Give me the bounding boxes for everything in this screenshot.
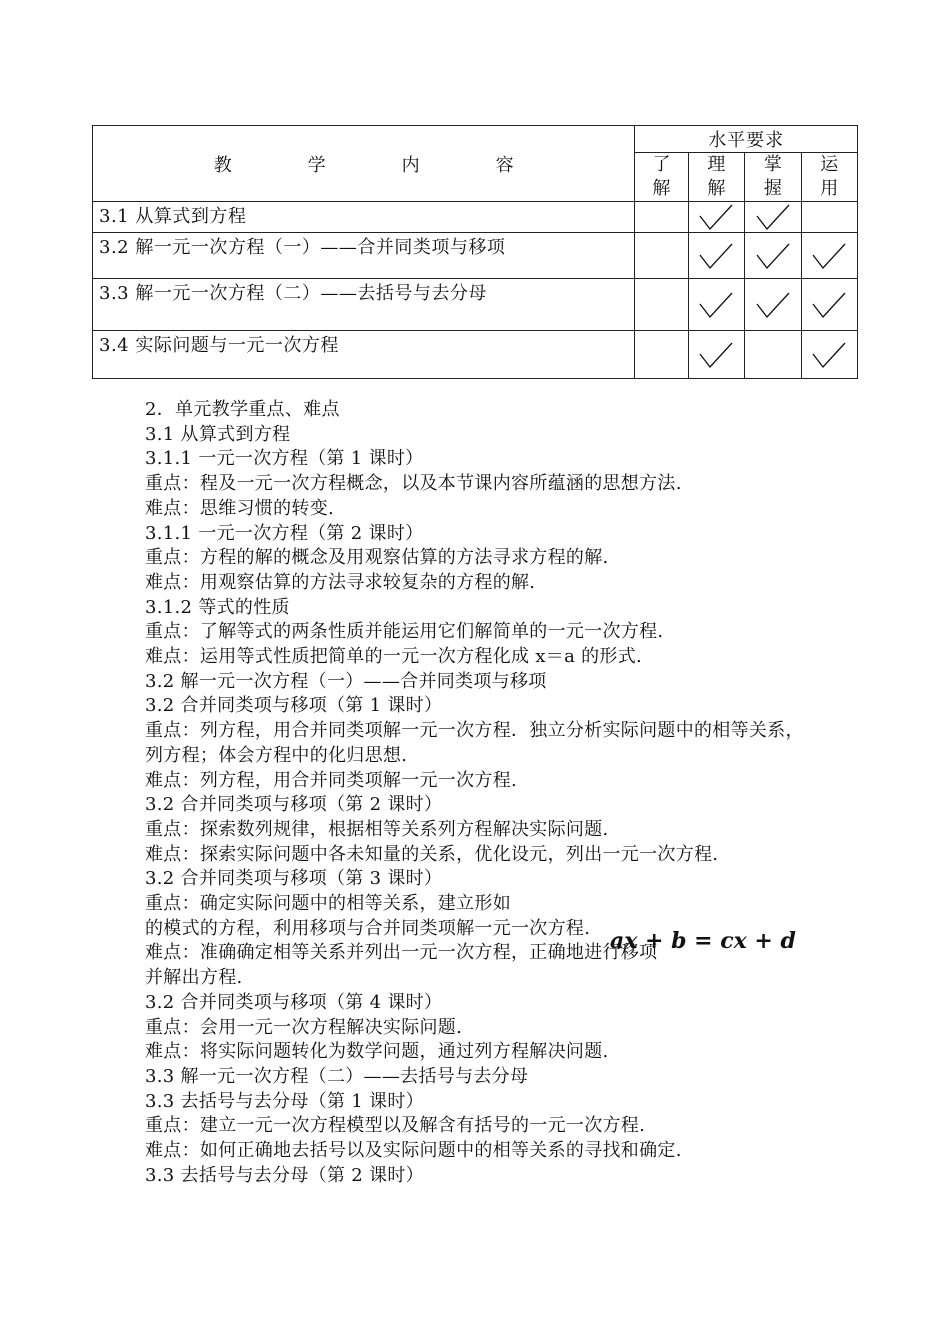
text-line: 重点：确定实际问题中的相等关系，建立形如 [145,893,511,915]
tick-cell [801,233,857,279]
tick-cell [635,202,688,233]
text-line: 难点：将实际问题转化为数学问题，通过列方程解决问题. [145,1041,609,1063]
text-line: 难点：如何正确地去括号以及实际问题中的相等关系的寻找和确定. [145,1140,682,1162]
text-line: 重点：建立一元一次方程模型以及解含有括号的一元一次方程. [145,1115,646,1137]
table-row [93,202,858,233]
text-line: 重点：会用一元一次方程解决实际问题. [145,1016,463,1038]
text-line: 重点：方程的解的概念及用观察估算的方法寻求方程的解. [145,547,609,569]
text-line: 3.1.1 一元一次方程（第 2 课时） [145,522,424,544]
tick-cell [801,279,857,331]
text-line: 3.1.2 等式的性质 [145,596,290,618]
check-icon [696,241,736,271]
text-line: 重点：了解等式的两条性质并能运用它们解简单的一元一次方程. [145,621,664,643]
text-line: 3.3 解一元一次方程（二）——去括号与去分母 [145,1065,529,1087]
text-line: 3.2 合并同类项与移项（第 2 课时） [145,794,443,816]
check-icon [696,202,736,232]
text-line: 3.2 合并同类项与移项（第 4 课时） [145,991,443,1013]
text-line: 3.2 合并同类项与移项（第 1 课时） [145,695,443,717]
check-icon [809,241,849,271]
text-line: 难点：列方程，用合并同类项解一元一次方程. [145,769,518,791]
subheader-comprehend: 理 解 [688,153,744,202]
check-icon [696,290,736,320]
text-line: 难点：思维习惯的转变. [145,497,335,519]
header-level: 水平要求 [635,126,858,153]
check-icon [753,241,793,271]
text-line: 3.2 合并同类项与移项（第 3 课时） [145,868,443,890]
tick-cell [801,202,857,233]
table-row [93,331,858,379]
subheader-apply: 运 用 [801,153,857,202]
text-line: 难点：准确确定相等关系并列出一元一次方程，正确地进行移项 [145,942,658,964]
text-line: 3.3 去括号与去分母（第 1 课时） [145,1090,424,1112]
tick-cell [688,331,744,379]
tick-cell [688,279,744,331]
check-icon [753,290,793,320]
row-label: 3.3 解一元一次方程（二）——去括号与去分母 [93,279,635,331]
row-label: 3.4 实际问题与一元一次方程 [93,331,635,379]
subheader-master: 掌 握 [745,153,801,202]
tick-cell [745,331,801,379]
text-line: 3.2 解一元一次方程（一）——合并同类项与移项 [145,670,547,692]
check-icon [809,340,849,370]
table-row [93,233,858,279]
subheader-understand-basic: 了 解 [635,153,688,202]
tick-cell [801,331,857,379]
text-line: 2．单元教学重点、难点 [145,399,340,420]
tick-cell [745,202,801,233]
check-icon [696,340,736,370]
header-content: 教学内容 [93,126,635,202]
tick-cell [635,331,688,379]
text-line: 的模式的方程，利用移项与合并同类项解一元一次方程. [145,917,591,939]
text-line: 3.1 从算式到方程 [145,423,291,445]
check-icon [809,290,849,320]
body-text [145,398,815,1189]
requirement-table [92,125,858,379]
text-line: 难点：运用等式性质把简单的一元一次方程化成 x＝a 的形式. [145,646,643,668]
text-line: 重点：列方程，用合并同类项解一元一次方程．独立分析实际问题中的相等关系，列方程；体会方程中的化归思想. [145,720,804,766]
row-label: 3.2 解一元一次方程（一）——合并同类项与移项 [93,233,635,279]
tick-cell [635,233,688,279]
row-label: 3.1 从算式到方程 [93,202,635,233]
tick-cell [688,202,744,233]
text-line: 3.1.1 一元一次方程（第 1 课时） [145,448,424,470]
text-line: 难点：探索实际问题中各未知量的关系，优化设元，列出一元一次方程. [145,843,719,865]
text-line: 重点：程及一元一次方程概念，以及本节课内容所蕴涵的思想方法. [145,473,682,495]
tick-cell [745,279,801,331]
formula: ax + b = cx + d [610,928,796,954]
tick-cell [688,233,744,279]
text-line: 并解出方程. [145,967,243,989]
tick-cell [635,279,688,331]
table-row [93,279,858,331]
tick-cell [745,233,801,279]
text-line: 难点：用观察估算的方法寻求较复杂的方程的解. [145,571,536,593]
check-icon [753,202,793,232]
text-line: 重点：探索数列规律，根据相等关系列方程解决实际问题. [145,818,609,840]
text-line: 3.3 去括号与去分母（第 2 课时） [145,1164,424,1186]
